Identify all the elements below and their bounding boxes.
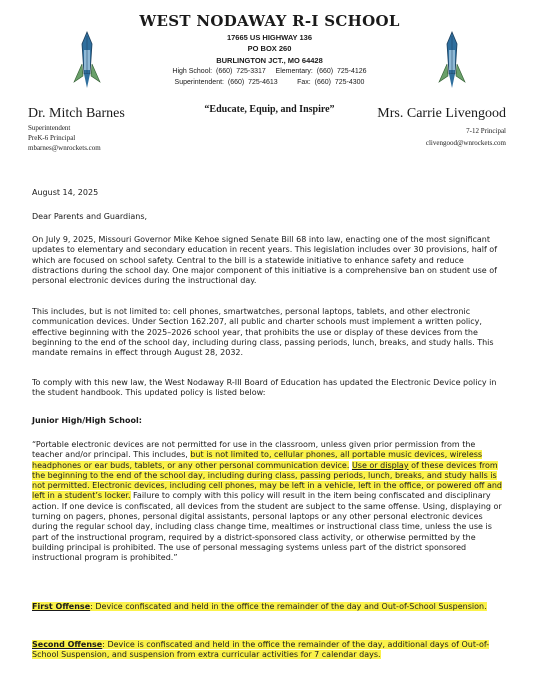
school-motto: “Educate, Equip, and Inspire” [204,104,335,115]
policy-text-e-highlighted: of these devices from the beginning to the end of the school day, including during class, passing periods, lunch, breaks, and study halls is not permitted. Electronic devices, including cell phones, may be left in a vehicle, left in the office, or powered off and left in a student’s locker. [32,460,502,501]
principal-title: 7-12 Principal [466,127,506,135]
superintendent-email: mbarnes@wnrockets.com [28,144,101,152]
paragraph-3 [32,378,508,399]
paragraph-1-text: On July 9, 2025, Missouri Governor Mike Kehoe signed Senate Bill 68 into law, enacting one of the most significant updates to elementary and secondary education in recent years. This legislation includes over 30 provisions, half of which are focused on school safety. Central to the bill is a statewide initiative to enhance safety and reduce distractions during the school day. One major component of this initiative is a comprehensive ban on student use of personal electronic devices during the instructional day. [32,235,498,286]
school-name: WEST NODAWAY R-I SCHOOL [139,12,400,30]
address-line-1: 17665 US HIGHWAY 136 [226,33,313,42]
letter-salutation: Dear Parents and Guardians, [32,212,148,221]
second-offense-text: : Device is confiscated and held in the office the remainder of the day, additional days of Out-of-School Suspension, and suspension from extra curricular activities for 7 calendar days. [32,640,490,660]
policy-text-a: “Portable electronic devices are not permitted for use in the classroom, unless given prior permission from the teacher and/or principal. This includes, [32,440,476,460]
policy-text-d-underlined: Use or display [351,460,409,470]
address-line-2: PO BOX 260 [247,44,292,53]
section-heading: Junior High/High School: [32,416,142,425]
paragraph-3-text: To comply with this new law, the West Nodaway R-III Board of Education has updated the Electronic Device policy in the student handbook. This updated policy is listed below: [32,378,497,398]
policy-text-f: Failure to comply with this policy will result in the item being confiscated and disciplinary action. If one device is confiscated, all devices from the student are subject to the same offense. Using, displaying or turning on pagers, phones, personal digital assistants, personal laptops or any other personal electronic devices during the regular school day, including class change time, mealtimes or instructional class time, unless the use is part of the instructional program, required by a district-sponsored class activity, or otherwise permitted by the building principal is prohibited. The use of personal messaging systems unless part of the district sponsored instructional program is prohibited.” [32,491,502,563]
paragraph-2 [32,307,508,358]
superintendent-name: Dr. Mitch Barnes [28,106,125,121]
principal-email: clivengood@wnrockets.com [425,139,506,147]
address-line-3: BURLINGTON JCT., MO 64428 [216,56,323,65]
principal-name: Mrs. Carrie Livengood [377,106,506,121]
second-offense-label: Second Offense [32,640,103,649]
first-offense [32,602,508,612]
superintendent-title: Superintendent [28,124,71,132]
policy-text-b-highlighted: but is not limited to, cellular phones, all portable music devices, wireless headphones or ear buds, tablets, or any other personal communication device. [32,450,483,470]
paragraph-1 [32,235,508,286]
prek6-principal-title: PreK-6 Principal [28,134,76,142]
phone-line-1: High School: (660) 725-3317 Elementary: (660) 725-4126 [172,68,367,75]
policy-quote [32,440,508,564]
letter-date: August 14, 2025 [32,188,99,197]
second-offense [32,640,508,661]
phone-line-2: Superintendent: (660) 725-4613 Fax: (660) 725-4300 [174,79,365,86]
first-offense-label: First Offense [32,602,91,611]
paragraph-2-text: This includes, but is not limited to: cell phones, smartwatches, personal laptops, tablets, and other electronic communication devices. Under Section 162.207, all public and charter schools must implement a written policy, effective beginning with the 2025–2026 school year, that prohibits the use or display of these devices from the beginning to the end of the school day, including during class, passing periods, lunch, breaks, and study halls. This mandate remains in effect through August 28, 2032. [32,307,494,358]
first-offense-text: : Device confiscated and held in the office the remainder of the day and Out-of-School Suspension. [90,602,487,611]
